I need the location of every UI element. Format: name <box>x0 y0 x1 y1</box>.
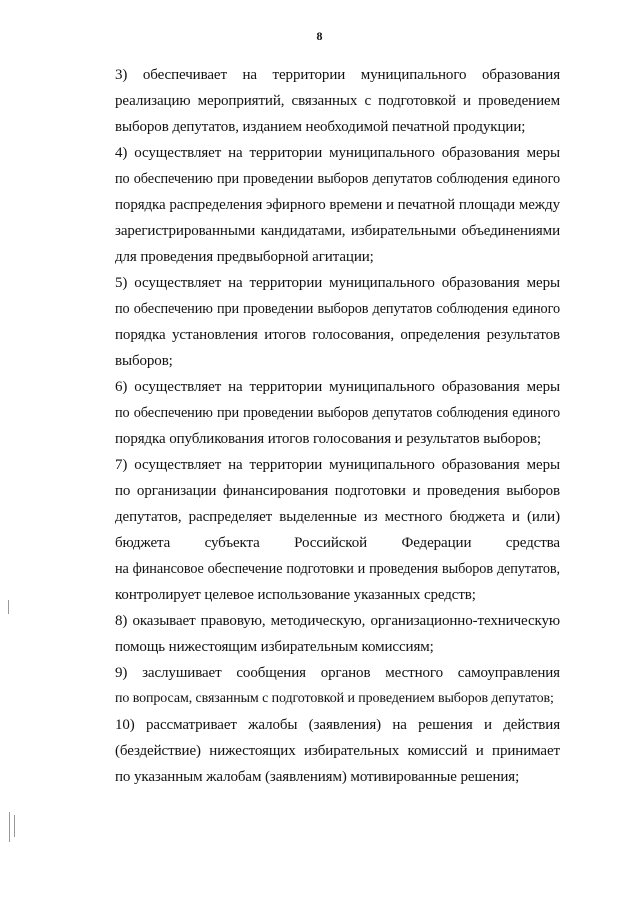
paragraph-item-7 <box>78 452 560 608</box>
page-number: 8 <box>316 29 323 43</box>
text-line: по вопросам, связанным с подготовкой и проведением выборов депутатов; <box>115 691 554 706</box>
text-line: 4) осуществляет на территории муниципального образования меры <box>115 145 560 161</box>
text-line: бюджета субъекта Российской Федерации средства <box>115 535 560 551</box>
text-line: реализацию мероприятий, связанных с подготовкой и проведением <box>115 93 560 109</box>
scan-mark <box>14 815 15 837</box>
text-line: зарегистрированными кандидатами, избирательными объединениями <box>115 223 560 239</box>
text-line: порядка установления итогов голосования, определения результатов <box>115 327 560 343</box>
text-line: по указанным жалобам (заявлениям) мотивированные решения; <box>115 769 520 785</box>
text-line: выборов депутатов, изданием необходимой печатной продукции; <box>115 119 526 135</box>
text-line: 9) заслушивает сообщения органов местного самоуправления <box>115 665 560 681</box>
text-line: 3) обеспечивает на территории муниципального образования <box>115 67 560 83</box>
text-line: 6) осуществляет на территории муниципального образования меры <box>115 379 560 395</box>
text-line: 5) осуществляет на территории муниципального образования меры <box>115 275 560 291</box>
text-line: помощь нижестоящим избирательным комиссиям; <box>115 639 434 655</box>
text-line: порядка распределения эфирного времени и печатной площади между <box>115 197 560 213</box>
text-line: по обеспечению при проведении выборов депутатов соблюдения единого <box>115 405 560 421</box>
text-line: по обеспечению при проведении выборов депутатов соблюдения единого <box>115 171 560 187</box>
document-body <box>78 62 560 790</box>
paragraph-item-9 <box>78 660 560 712</box>
text-line: 8) оказывает правовую, методическую, организационно-техническую <box>115 613 560 629</box>
paragraph-item-4 <box>78 140 560 270</box>
text-line: (бездействие) нижестоящих избирательных комиссий и принимает <box>115 743 560 759</box>
paragraph-item-8 <box>78 608 560 660</box>
text-line: на финансовое обеспечение подготовки и проведения выборов депутатов, <box>115 561 560 577</box>
text-line: депутатов, распределяет выделенные из местного бюджета и (или) <box>115 509 560 525</box>
paragraph-item-10 <box>78 712 560 790</box>
paragraph-item-3 <box>78 62 560 140</box>
text-line: по обеспечению при проведении выборов депутатов соблюдения единого <box>115 301 560 317</box>
scan-mark <box>9 812 10 842</box>
text-line: выборов; <box>115 353 173 369</box>
text-line: контролирует целевое использование указанных средств; <box>115 587 476 603</box>
text-line: для проведения предвыборной агитации; <box>115 249 374 265</box>
paragraph-item-6 <box>78 374 560 452</box>
text-line: порядка опубликования итогов голосования и результатов выборов; <box>115 431 542 447</box>
paragraph-item-5 <box>78 270 560 374</box>
text-line: по организации финансирования подготовки и проведения выборов <box>115 483 560 499</box>
text-line: 7) осуществляет на территории муниципального образования меры <box>115 457 560 473</box>
text-line: 10) рассматривает жалобы (заявления) на решения и действия <box>115 717 560 733</box>
scan-mark <box>8 600 9 614</box>
